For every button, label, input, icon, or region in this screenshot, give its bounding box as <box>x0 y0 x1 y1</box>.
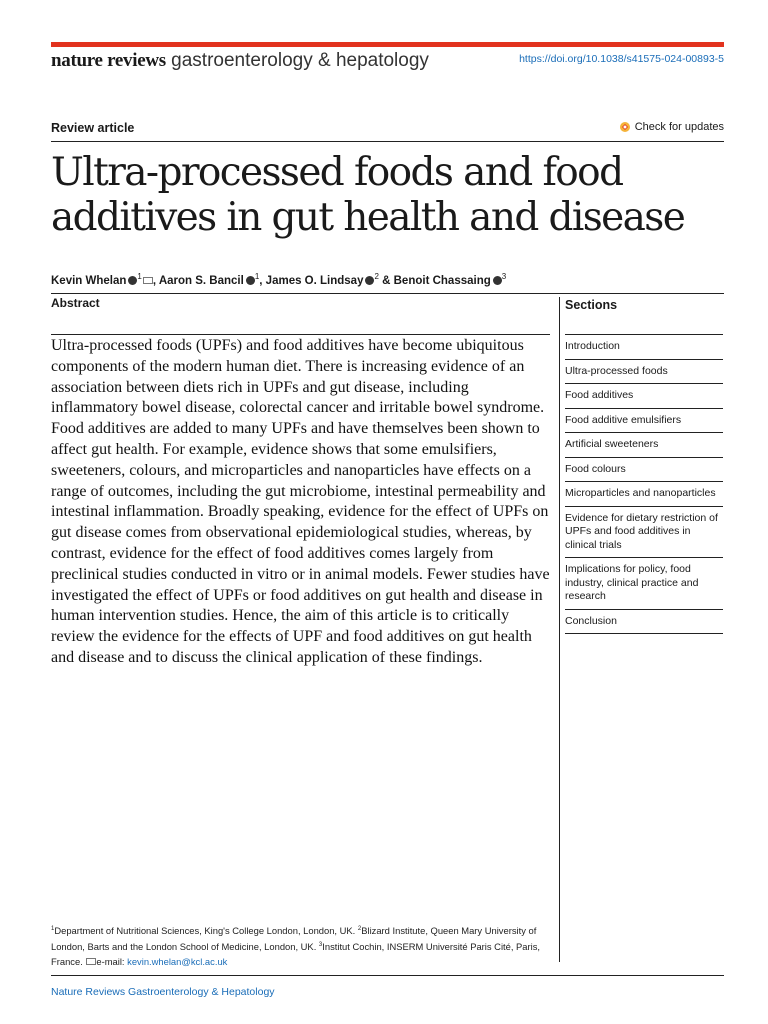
author-name[interactable]: James O. Lindsay <box>265 274 364 287</box>
divider <box>51 141 724 142</box>
section-link-implications[interactable]: Implications for policy, food industry, clinical practice and research <box>565 557 723 609</box>
journal-brand: nature reviews <box>51 50 166 71</box>
affiliation-number: 2 <box>357 926 362 932</box>
affiliation-number: 3 <box>318 942 323 949</box>
check-for-updates-button[interactable] <box>619 121 724 133</box>
divider <box>51 293 724 294</box>
email-label: e-mail: <box>96 956 125 968</box>
affiliation-number: 1 <box>51 926 55 932</box>
divider <box>51 334 550 335</box>
sections-heading: Sections <box>565 298 618 312</box>
section-link-emulsifiers[interactable]: Food additive emulsifiers <box>565 408 723 433</box>
author-list: Kevin Whelan $^1$ , Aaron S. Bancil $^1$, James O. Lindsay $^2$ & Benoit Chassaing $^3$ <box>51 272 507 287</box>
article-title: Ultra-processed foods and food additives in gut health and disease <box>51 150 685 240</box>
footer-journal-name[interactable]: Nature Reviews Gastroenterology & Hepatology <box>51 986 275 998</box>
section-link-microparticles[interactable]: Microparticles and nanoparticles <box>565 481 723 506</box>
section-link-food-additives[interactable]: Food additives <box>565 383 723 408</box>
affiliation-2: Blizard Institute, Queen Mary University of London, Barts and the London School of Medicine, London, UK. <box>51 925 537 953</box>
author-affiliation-ref: 2 <box>374 272 379 281</box>
sections-nav <box>565 334 723 634</box>
affiliations <box>51 922 556 969</box>
journal-accent-bar <box>51 42 724 47</box>
section-link-introduction[interactable]: Introduction <box>565 334 723 359</box>
column-divider <box>559 297 560 962</box>
author-affiliation-ref: 1 <box>137 272 142 281</box>
mail-icon[interactable] <box>143 277 153 284</box>
abstract-heading: Abstract <box>51 296 100 310</box>
author-name[interactable]: Kevin Whelan <box>51 274 127 287</box>
divider <box>51 975 724 976</box>
section-link-food-colours[interactable]: Food colours <box>565 457 723 482</box>
orcid-icon[interactable] <box>246 276 255 285</box>
author-affiliation-ref: 1 <box>254 272 260 281</box>
orcid-icon[interactable] <box>493 276 502 285</box>
author-affiliation-ref: 3 <box>501 272 507 281</box>
author-name[interactable]: Benoit Chassaing <box>393 274 491 287</box>
journal-masthead[interactable] <box>51 48 429 74</box>
article-type: Review article <box>51 121 135 135</box>
section-link-conclusion[interactable]: Conclusion <box>565 609 723 635</box>
section-link-ultra-processed-foods[interactable]: Ultra-processed foods <box>565 359 723 384</box>
mail-icon <box>86 958 96 965</box>
affiliation-1: Department of Nutritional Sciences, King's College London, London, UK. <box>54 925 356 937</box>
journal-subtitle: gastroenterology & hepatology <box>171 50 429 71</box>
check-updates-label: Check for updates <box>634 121 724 133</box>
abstract-text: Ultra-processed foods (UPFs) and food additives have become ubiquitous components of the modern human diet. There is increasing evidence of an association between diets rich in UPFs and gut disease, including inflammatory bowel disease, colorectal cancer and irritable bowel syndrome. Food additives are added to many UPFs and have themselves been shown to affect gut health. For example, evidence shows that some emulsifiers, sweeteners, colours, and microparticles and nanoparticles have effects on a range of outcomes, including the gut microbiome, intestinal permeability and intestinal inflammation. Broadly speaking, evidence for the effect of UPFs on gut disease comes from observational epidemiological studies, whereas, by contrast, evidence for the effect of food additives comes largely from preclinical studies conducted in vitro or in animal models. Fewer studies have investigated the effect of UPFs or food additives on gut health and disease in human intervention studies. Hence, the aim of this article is to critically review the evidence for the effects of UPF and food additives on gut health and disease and to discuss the clinical application of these findings. <box>51 337 550 666</box>
email-link[interactable]: kevin.whelan@kcl.ac.uk <box>127 956 228 968</box>
doi-link[interactable]: https://doi.org/10.1038/s41575-024-00893-5 <box>519 53 724 65</box>
section-link-artificial-sweeteners[interactable]: Artificial sweeteners <box>565 432 723 457</box>
section-link-dietary-restriction-evidence[interactable]: Evidence for dietary restriction of UPFs and food additives in clinical trials <box>565 506 723 558</box>
author-name[interactable]: Aaron S. Bancil <box>158 274 244 287</box>
affiliation-3: Institut Cochin, INSERM Université Paris Cité, Paris, France. <box>51 941 541 968</box>
check-updates-icon <box>619 121 631 133</box>
